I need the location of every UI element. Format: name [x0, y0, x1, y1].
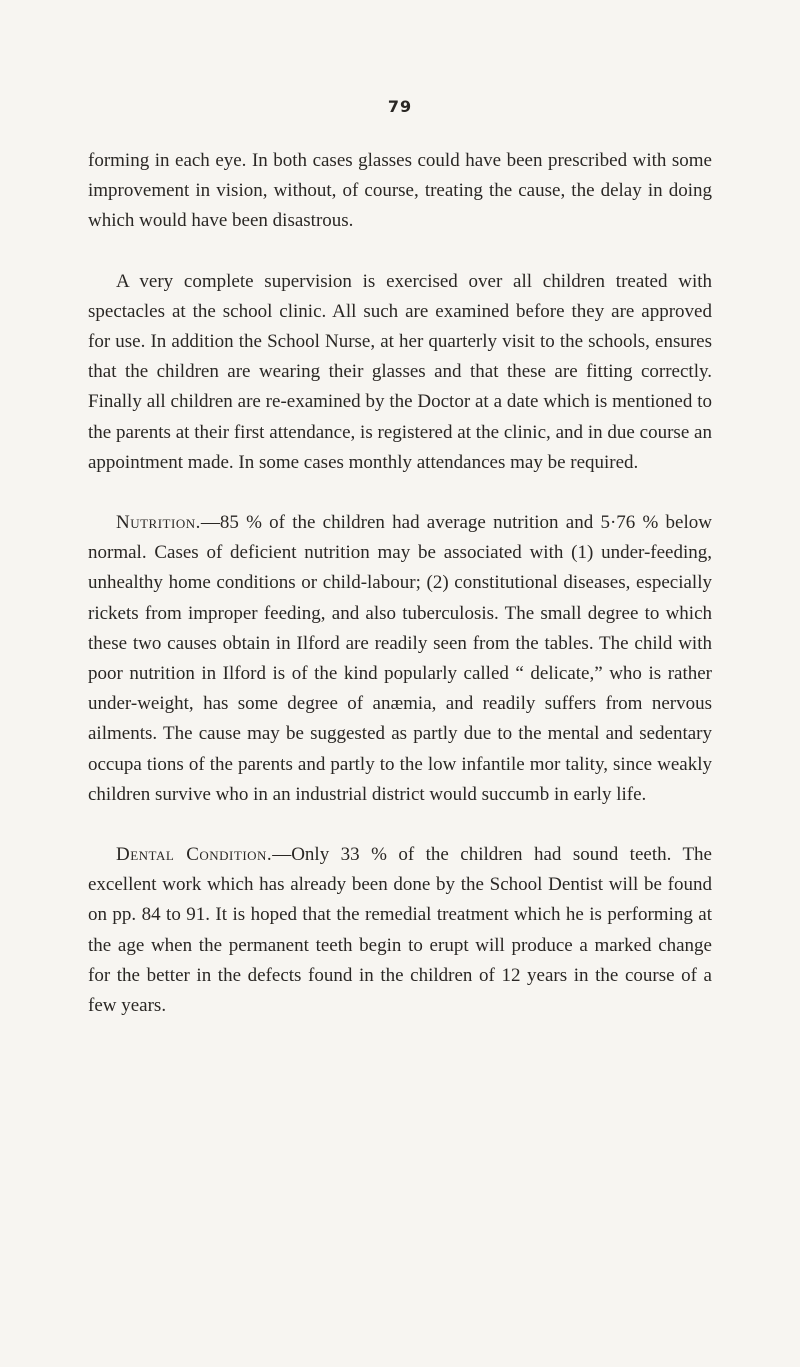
paragraph-text: —85 % of the children had average nutrition and 5·76 % below normal. Cases of deficient nutrition may be associated with (1) under-feeding, unhealthy home conditions or child-labour; (2) constitutional diseases, especially rickets from improper feeding, and also tuberculosis. The small degree to which these two causes obtain in Ilford are readily seen from the tables. The child with poor nutrition in Ilford is of the kind popularly called “ delicate,” who is rather under-weight, has some degree of anæmia, and readily suffers from nervous ailments. The cause may be suggested as partly due to the mental and sedentary occupa tions of the parents and partly to the low infantile mor tality, since weakly children survive who in an industrial district would succumb in early life.	[88, 512, 712, 805]
paragraph-text: —Only 33 % of the children had sound teeth. The excellent work which has already been done by the School Dentist will be found on pp. 84 to 91. It is hoped that the remedial treatment which he is performing at the age when the permanent teeth begin to erupt will produce a marked change for the better in the defects found in the children of 12 years in the course of a few years.	[88, 844, 712, 1017]
body-text	[88, 146, 712, 1051]
section-heading-nutrition: Nutrition.	[116, 512, 201, 534]
paragraph-dental-condition	[88, 840, 712, 1021]
page-number: 79	[387, 97, 413, 116]
section-heading-dental-condition: Dental Condition.	[116, 844, 273, 866]
paragraph-spectacles-continuation	[88, 146, 712, 237]
paragraph-text: A very complete supervision is exercised over all children treated with spectacles at the school clinic. All such are examined before they are approved for use. In addition the School Nurse, at her quarterly visit to the schools, ensures that the children are wearing their glasses and that these are fitting correctly. Finally all children are re-examined by the Doctor at a date which is mentioned to the parents at their first attendance, is registered at the clinic, and in due course an appointment made. In some cases monthly attendances may be required.	[88, 270, 712, 473]
paragraph-nutrition	[88, 508, 712, 810]
paragraph-text: forming in each eye. In both cases glasses could have been prescribed with some improvement in vision, without, of course, treating the cause, the delay in doing which would have been disastrous.	[88, 150, 712, 232]
paragraph-supervision	[88, 267, 712, 478]
